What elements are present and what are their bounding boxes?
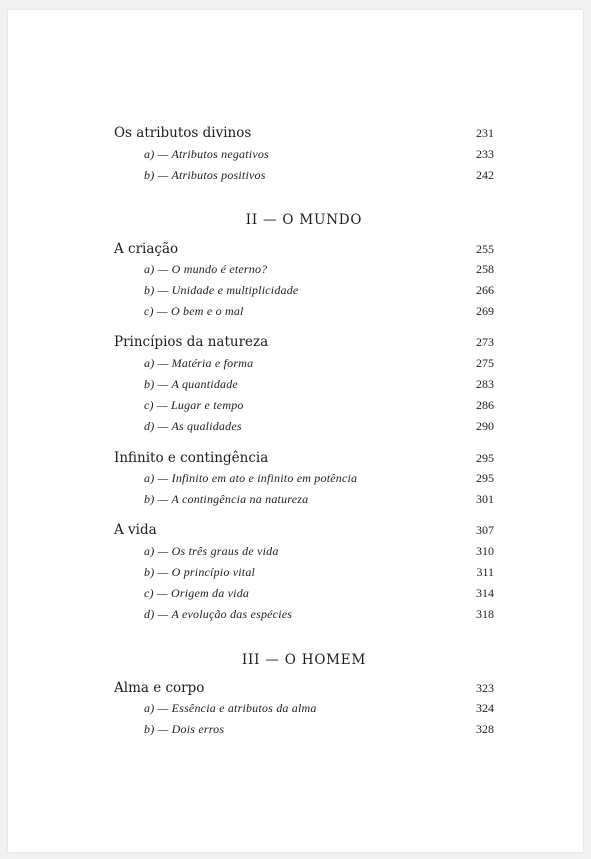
toc-entry	[114, 334, 494, 354]
toc-subentry-title: a) — Matéria e forma	[144, 356, 254, 370]
toc-subentry-title: c) — Origem da vida	[144, 586, 250, 600]
toc-page-number: 233	[476, 147, 494, 161]
toc-page-number: 242	[476, 168, 494, 182]
toc-subentry	[114, 565, 494, 585]
toc-page-number: 311	[476, 565, 494, 579]
toc-page-number: 269	[476, 304, 494, 318]
toc-subentry-title: b) — A contingência na natureza	[144, 492, 309, 506]
toc-subentry	[114, 398, 494, 418]
toc-page-number: 295	[476, 451, 494, 465]
toc-subentry-title: b) — Unidade e multiplicidade	[144, 283, 299, 297]
toc-page-number: 323	[476, 681, 494, 695]
toc-subentry-title: a) — Atributos negativos	[144, 147, 269, 161]
toc-subentry	[114, 701, 494, 721]
toc-entry	[114, 522, 494, 542]
toc-entry	[114, 125, 494, 145]
toc-subentry	[114, 492, 494, 512]
toc-entry-title: Alma e corpo	[114, 680, 205, 696]
toc-subentry	[114, 419, 494, 439]
toc-subentry-title: b) — Atributos positivos	[144, 168, 266, 182]
toc-page-number: 328	[476, 722, 494, 736]
toc-subentry	[114, 283, 494, 303]
toc-entry	[114, 680, 494, 700]
toc-page-number: 324	[476, 701, 494, 715]
toc-page-number: 275	[476, 356, 494, 370]
toc-subentry-title: b) — Dois erros	[144, 722, 225, 736]
toc-subentry-title: c) — O bem e o mal	[144, 304, 244, 318]
toc-page-number: 295	[476, 471, 494, 485]
toc-subentry	[114, 607, 494, 627]
toc-subentry	[114, 586, 494, 606]
toc-subentry	[114, 147, 494, 167]
toc-subentry	[114, 262, 494, 282]
toc-page-number: 301	[476, 492, 494, 506]
toc-page-number: 273	[476, 335, 494, 349]
toc-subentry	[114, 304, 494, 324]
part-heading: III — O HOMEM	[241, 652, 367, 668]
toc-entry	[114, 450, 494, 470]
toc-entry-title: Infinito e contingência	[114, 450, 269, 466]
part-heading: II — O MUNDO	[245, 212, 363, 228]
toc-subentry	[114, 722, 494, 742]
toc-subentry	[114, 544, 494, 564]
book-page	[8, 10, 583, 852]
toc-subentry	[114, 168, 494, 188]
toc-subentry-title: a) — Essência e atributos da alma	[144, 701, 317, 715]
toc-subentry-title: d) — As qualidades	[144, 419, 242, 433]
toc-page-number: 290	[476, 419, 494, 433]
toc-subentry-title: d) — A evolução das espécies	[144, 607, 293, 621]
toc-subentry-title: a) — O mundo é eterno?	[144, 262, 268, 276]
toc-page-number: 286	[476, 398, 494, 412]
toc-page-number: 231	[476, 126, 494, 140]
toc-subentry	[114, 356, 494, 376]
toc-page-number: 310	[476, 544, 494, 558]
toc-subentry-title: b) — A quantidade	[144, 377, 238, 391]
toc-page-number: 258	[476, 262, 494, 276]
toc-subentry-title: b) — O princípio vital	[144, 565, 256, 579]
toc-entry	[114, 241, 494, 261]
toc-entry-title: Princípios da natureza	[114, 334, 269, 350]
toc-subentry-title: a) — Os três graus de vida	[144, 544, 279, 558]
toc-subentry-title: a) — Infinito em ato e infinito em potência	[144, 471, 358, 485]
toc-entry-title: A vida	[114, 522, 157, 538]
toc-page-number: 307	[476, 523, 494, 537]
toc-entry-title: A criação	[114, 241, 179, 257]
toc-entry-title: Os atributos divinos	[114, 125, 252, 141]
toc-subentry	[114, 471, 494, 491]
toc-subentry-title: c) — Lugar e tempo	[144, 398, 244, 412]
toc-page-number: 255	[476, 242, 494, 256]
toc-page-number: 266	[476, 283, 494, 297]
toc-subentry	[114, 377, 494, 397]
toc-page-number: 283	[476, 377, 494, 391]
toc-page-number: 318	[476, 607, 494, 621]
toc-page-number: 314	[476, 586, 494, 600]
